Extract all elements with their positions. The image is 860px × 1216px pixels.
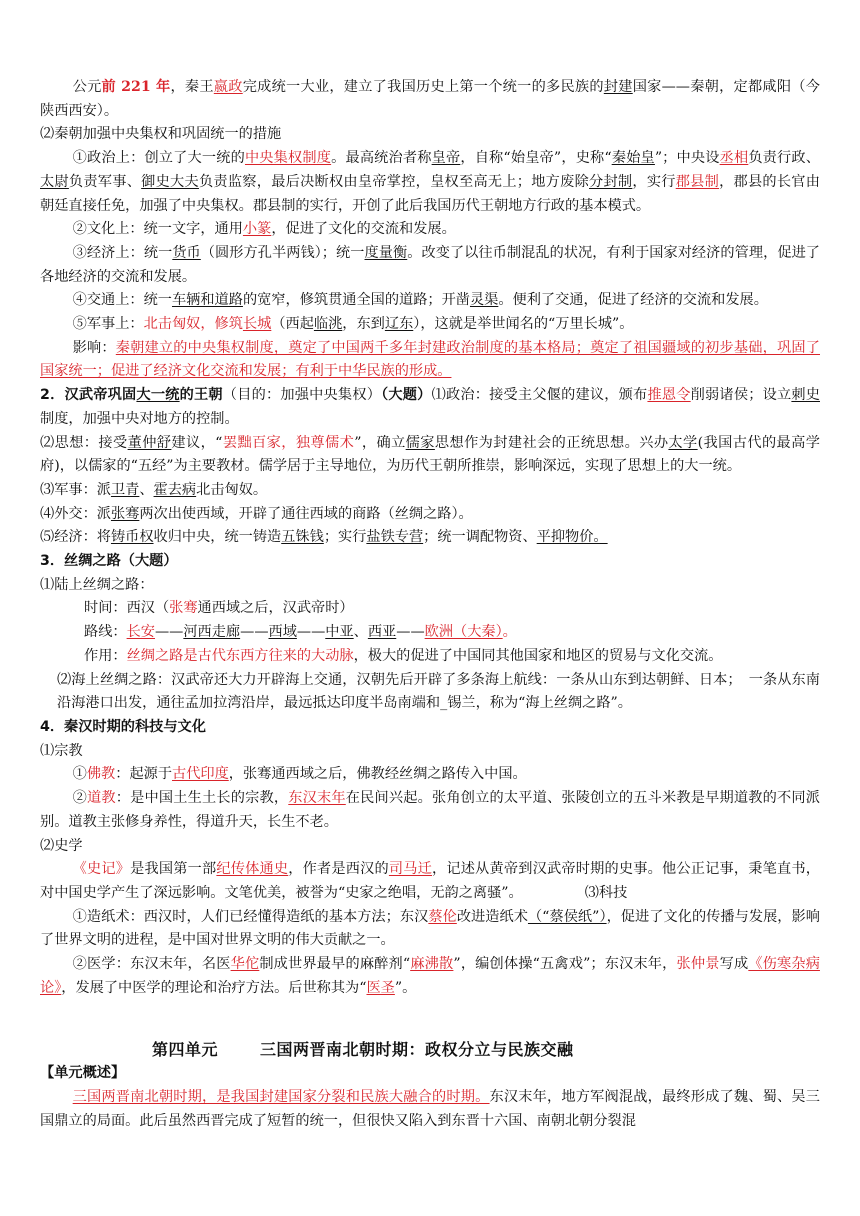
silk-road-role: 作用：丝绸之路是古代东西方往来的大动脉，极大的促进了中国同其他国家和地区的贸易与文化交流。 — [84, 647, 723, 664]
science-culture-heading: 4．秦汉时期的科技与文化 — [40, 718, 206, 735]
silk-road-time: 时间：西汉（张骞通西域之后，汉武帝时） — [84, 600, 354, 617]
military-paragraph: ⑤军事上：北击匈奴，修筑长城（西起临洮，东到辽东），这就是举世闻名的“万里长城”。 — [72, 316, 634, 333]
land-silk-road-label: ⑴陆上丝绸之路： — [40, 576, 154, 593]
section-heading: ⑵秦朝加强中央集权和巩固统一的措施 — [40, 126, 282, 143]
han-economy-paragraph: ⑸经济：将铸币权收归中央，统一铸造五铢钱；实行盐铁专营；统一调配物资、平抑物价。 — [40, 529, 608, 546]
intro-paragraph: 公元前 221 年，秦王嬴政完成统一大业，建立了我国历史上第一个统一的多民族的封建国家——秦朝，定都咸阳（今陕西西安）。 — [40, 79, 820, 119]
technology-label: ⑶科技 — [584, 884, 628, 901]
thought-paragraph: ⑵思想：接受董仲舒建议，“罢黜百家，独尊儒术”，确立儒家思想作为封建社会的正统思想。兴办太学(我国古代的最高学府)，以儒家的“五经”为主要教材。儒学居于主导地位，为历代王朝所推崇，影响深远，实现了思想上的大一统。 — [40, 434, 820, 475]
economy-paragraph: ③经济上：统一货币（圆形方孔半两钱）；统一度量衡。改变了以往币制混乱的状况，有利于国家对经济的管理，促进了各地经济的交流和发展。 — [40, 244, 820, 285]
year-highlight: 前 221 年 — [101, 79, 171, 95]
taoism-paragraph: ②道教：是中国土生土长的宗教，东汉末年在民间兴起。张角创立的太平道、张陵创立的五斗米教是早期道教的不同派别。道教主张修身养性，得道升天，长生不老。 — [40, 790, 820, 830]
silk-road-route: 路线：长安——河西走廊——西域——中亚、西亚——欧洲（大秦）。 — [84, 624, 517, 641]
medicine-paragraph: ②医学：东汉末年，名医华佗制成世界最早的麻醉剂“麻沸散”，编创体操“五禽戏”；东汉末年，张仲景写成《伤寒杂病论》，发展了中医学的理论和治疗方法。后世称其为“医圣”。 — [40, 956, 820, 996]
culture-paragraph: ②文化上：统一文字，通用小篆，促进了文化的交流和发展。 — [72, 221, 456, 238]
shiji-paragraph: 《史记》是我国第一部纪传体通史，作者是西汉的司马迁，记述从黄帝到汉武帝时期的史事。他公正记事，秉笔直书，对中国史学产生了深远影响。文笔优美，被誉为“史家之绝唱，无韵之离骚”。 ⑶科技 — [40, 861, 820, 901]
unit-title: 第四单元 三国两晋南北朝时期：政权分立与民族交融 — [152, 1040, 574, 1060]
religion-label: ⑴宗教 — [40, 742, 83, 759]
han-wudi-paragraph: 2．汉武帝巩固大一统的王朝（目的：加强中央集权）（大题）⑴政治：接受主父偃的建议，颁布推恩令削弱诸侯；设立刺史制度，加强中央对地方的控制。 — [40, 387, 820, 427]
paper-paragraph: ①造纸术：西汉时，人们已经懂得造纸的基本方法；东汉蔡伦改进造纸术（“蔡侯纸”），促进了文化的传播与发展，影响了世界文明的进程，是中国对世界文明的伟大贡献之一。 — [40, 908, 820, 949]
diplomacy-paragraph: ⑷外交：派张骞两次出使西域，开辟了通往西域的商路（丝绸之路）。 — [40, 505, 473, 522]
politics-paragraph: ①政治上：创立了大一统的中央集权制度。最高统治者称皇帝，自称“始皇帝”，史称“秦始皇”；中央设丞相负责行政、太尉负责军事、御史大夫负责监察，最后决断权由皇帝掌控，皇权至高无上；地方废除分封制，实行郡县制，郡县的长官由朝廷直接任免，加强了中央集权。郡县制的实行，开创了此后我国历代王朝地方行政的基本模式。 — [40, 150, 820, 214]
buddhism-paragraph: ①佛教：起源于古代印度，张骞通西域之后，佛教经丝绸之路传入中国。 — [72, 766, 527, 783]
han-military-paragraph: ⑶军事：派卫青、霍去病北击匈奴。 — [40, 481, 268, 498]
transport-paragraph: ④交通上：统一车辆和道路的宽窄，修筑贯通全国的道路；开凿灵渠。便利了交通，促进了经济的交流和发展。 — [72, 292, 768, 309]
sea-silk-road-paragraph: ⑵海上丝绸之路：汉武帝还大力开辟海上交通，汉朝先后开辟了多条海上航线：一条从山东到达朝鲜、日本； 一条从东南沿海港口出发，通往孟加拉湾沿岸，最远抵达印度半岛南端和_锡兰，称为“海上丝绸之路”。 — [57, 671, 820, 712]
silk-road-heading: 3．丝绸之路（大题） — [40, 553, 178, 570]
history-label: ⑵史学 — [40, 837, 83, 854]
document-page — [40, 76, 820, 1133]
impact-paragraph: 影响：秦朝建立的中央集权制度，奠定了中国两千多年封建政治制度的基本格局；奠定了祖国疆域的初步基础，巩固了国家统一；促进了经济文化交流和发展；有利于中华民族的形成。 — [40, 339, 820, 380]
unit-overview-label: 【单元概述】 — [40, 1065, 126, 1082]
unit-overview-paragraph: 三国两晋南北朝时期，是我国封建国家分裂和民族大融合的时期。东汉末年，地方军阀混战，最终形成了魏、蜀、吴三国鼎立的局面。此后虽然西晋完成了短暂的统一，但很快又陷入到东晋十六国、南朝北朝分裂混 — [40, 1088, 820, 1129]
